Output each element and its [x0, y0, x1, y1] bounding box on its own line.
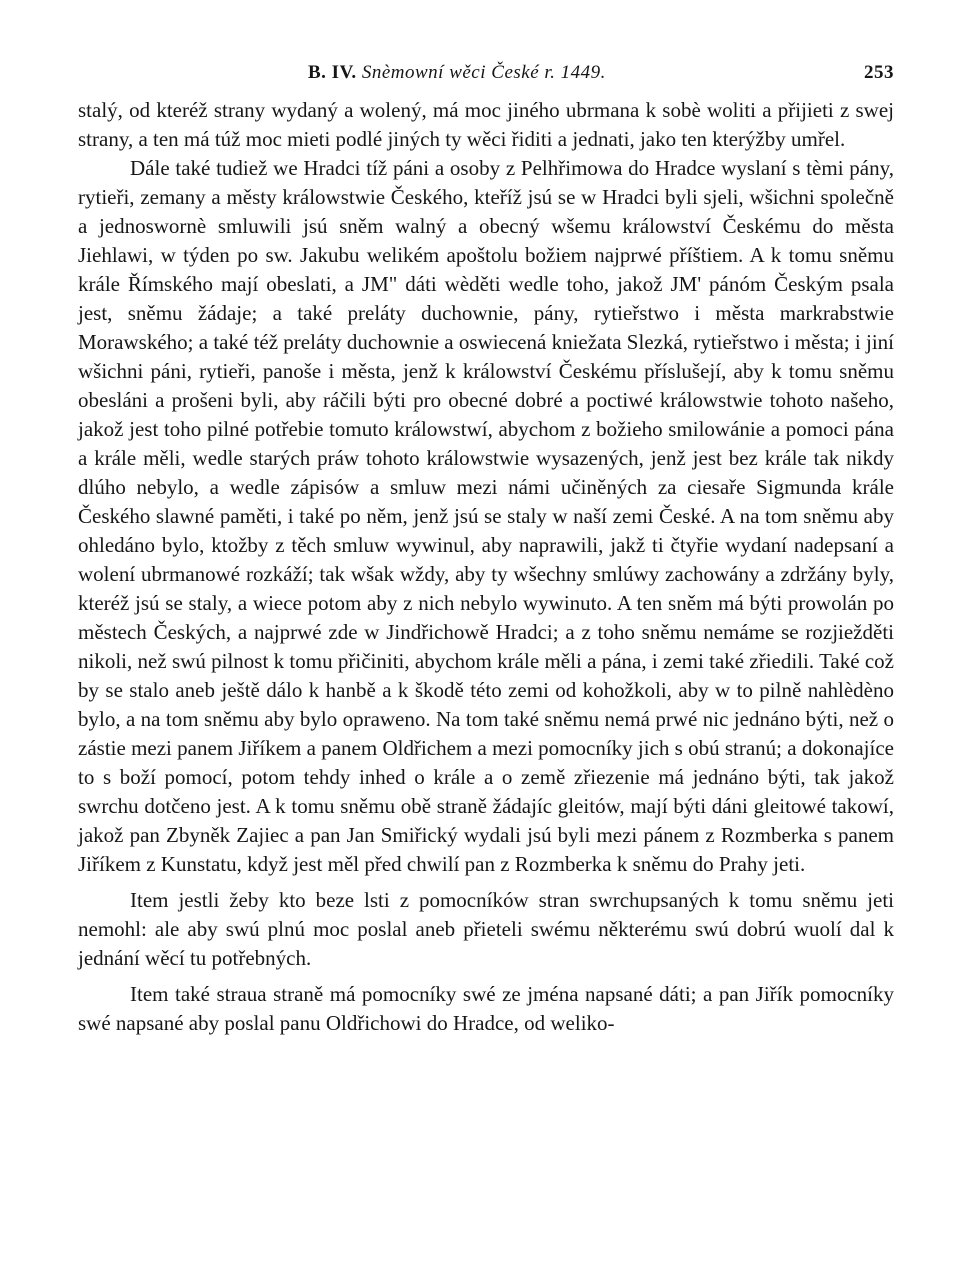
document-page — [78, 58, 894, 1038]
chapter-label: B. IV. — [308, 62, 357, 83]
section-title: Snèmowní wěci České r. 1449. — [361, 62, 606, 83]
page-number: 253 — [864, 62, 894, 83]
body-text — [78, 96, 894, 1038]
running-header — [78, 58, 894, 92]
paragraph: stalý, od kteréž strany wydaný a wolený, má moc jiného ubrmana k sobè woliti a přijieti z swej strany, a ten má túž moc mieti podlé jiných ty wěci řiditi a jednati, jako ten kterýžby umřel. — [78, 98, 894, 151]
paragraph: Item jestli žeby kto beze lsti z pomocníków stran swrchupsaných k tomu sněmu jeti nemohl: ale aby swú plnú moc poslal aneb přieteli swému některému swú dobrú wuolí dal k jednání wěcí tu potřebných. — [78, 888, 894, 970]
paragraph: Dále také tudiež we Hradci tíž páni a osoby z Pelhřimowa do Hradce wyslaní s tèmi pány, rytieři, zemany a městy králowstwie Českého, kteříž jsú se w Hradci byli sjeli, wšichni společně a jednoswornè smluwili jsú sněm walný a obecný wšemu králowství Českému do města Jiehlawi, w týden po sw. Jakubu welikém apoštolu božiem najprwé příštiem. A k tomu sněmu krále Římského mají obeslati, a JM" dáti wèděti wedle toho, jakož JM' pánóm Českým psala jest, sněmu žádaje; a také preláty duchownie, pány, rytieřstwo i města markrabstwie Morawského; a také též preláty duchownie a oswiecená kniežata Slezká, rytieřstwo i města; i jiní wšichni páni, rytieři, panoše i města, jenž k králowství Českému příslušejí, aby k tomu sněmu obesláni a prošeni byli, aby ráčili býti pro obecné dobré a poctiwé králowstwie tohoto našeho, jakož jest toho pilné potřebie tomuto králowstwí, abychom z božieho smilowánie a pomoci pána a krále měli, wedle starých práw tohoto králowstwie wysazených, jenž jest bez krále tak nikdy dlúho nebylo, a wedle zápisów a smluw mezi námi učiněných za ciesaře Sigmunda krále Českého slawné paměti, i také po něm, jenž jsú se staly w naší zemi České. A na tom sněmu aby ohledáno bylo, ktožby z těch smluw wywinul, aby naprawili, jakž ti čtyřie wydaní nadepsaní a wolení ubrmanowé rozkáží; tak wšak wždy, aby ty wšechny smlúwy zachowány a zdržány byly, kteréž jsú se staly, a wiece potom aby z nich nebylo wywinuto. A ten sněm má býti prowolán po městech Českých, a najprwé zde w Jindřichowě Hradci; a z toho sněmu nemáme se rozjiežděti nikoli, než swú pilnost k tomu přičiniti, abychom krále měli a pána, i zemi také zřiedili. Také což by se stalo aneb ještě dálo k hanbě a k škodě této zemi od kohožkoli, aby w to pilně nahlèdèno bylo, a na tom sněmu aby bylo opraweno. Na tom také sněmu nemá prwé nic jednáno býti, než o zástie mezi panem Jiříkem a panem Oldřichem a mezi pomocníky jich s obú stranú; a dokonajíce to s boží pomocí, potom tehdy inhed o krále a o země zřiezenie má jednáno býti, tak jakož swrchu dotčeno jest. A k tomu sněmu obě straně žádajíc gleitów, mají býti dáni gleitowé takowí, jakož pan Zbyněk Zajiec a pan Jan Smiřický wydali jsú byli mezi pánem z Rozmberka s panem Jiříkem z Kunstatu, když jest měl před chwilí pan z Rozmberka k sněmu do Prahy jeti. — [78, 156, 894, 876]
header-title-line — [308, 58, 606, 88]
paragraph: Item také straua straně má pomocníky swé ze jména napsané dáti; a pan Jiřík pomocníky swé napsané aby poslal panu Oldřichowi do Hradce, od weliko- — [78, 982, 894, 1035]
